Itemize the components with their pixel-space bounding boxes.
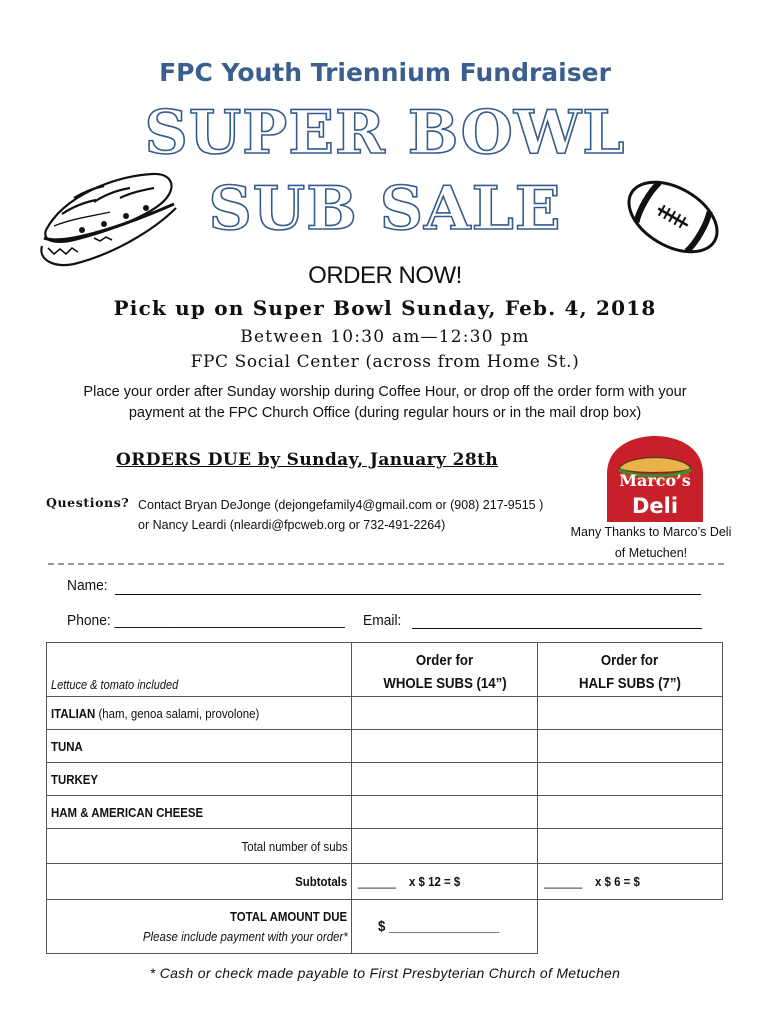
sub-name-cell [47,796,352,829]
pickup-location: FPC Social Center (across from Home St.) [190,352,580,372]
whole-subs-header [352,643,537,697]
sponsor-thanks: Many Thanks to Marco’s Deli of Metuchen! [570,525,732,560]
sub-name: HAM & AMERICAN CHEESE [51,804,204,820]
table-row [47,697,723,730]
payment-note: Please include payment with your order* [142,928,348,944]
subtotals-row [47,864,723,900]
sub-name-cell [47,697,352,730]
table-row [47,763,723,796]
whole-header-line1: Order for [415,652,474,669]
header-note-cell [47,643,352,697]
empty-cell [537,900,722,954]
half-count-blank: ______ [543,874,582,889]
logo-text-deli: Deli [631,494,679,518]
whole-count-blank: ______ [358,874,397,889]
subtotals-label-cell [47,864,352,900]
whole-subtotal-cell[interactable] [352,864,537,900]
payment-footnote: * Cash or check made payable to First Presbyterian Church of Metuchen [149,965,621,981]
lettuce-tomato-note: Lettuce & tomato included [51,678,179,692]
order-now-heading: ORDER NOW! [308,262,462,289]
table-row [47,730,723,763]
whole-header-line2: WHOLE SUBS (14”) [382,675,507,692]
table-row [47,796,723,829]
total-subs-label-cell [47,829,352,864]
email-field[interactable] [412,628,702,629]
sub-name-cell [47,763,352,796]
pickup-time: Between 10:30 am—12:30 pm [240,327,530,347]
sub-name: ITALIAN [51,705,96,721]
total-half-qty[interactable] [537,829,722,864]
phone-label[interactable]: Phone: ______________________________ [67,612,345,629]
contact-info [138,495,543,535]
half-subtotal-cell[interactable] [537,864,722,900]
turkey-half-qty[interactable] [537,763,722,796]
name-label: Name: [67,577,108,594]
table-header-row [47,643,723,697]
half-subs-header [537,643,722,697]
sub-name: TUNA [51,738,83,754]
logo-text-marcos: Marco’s [619,471,691,490]
contact-line-2: or Nancy Leardi (nleardi@fpcweb.org or 732-491-2264) [138,518,446,532]
football-icon [620,172,726,262]
fundraiser-title: FPC Youth Triennium Fundraiser [159,58,611,87]
order-table [46,642,723,954]
total-subs-label: Total number of subs [241,838,348,854]
italian-whole-qty[interactable] [352,697,537,730]
order-instructions: Place your order after Sunday worship during Coffee Hour, or drop off the order form with your payment at the FPC Church Office (during regular hours or in the mail drop box) [83,384,687,421]
half-header-line2: HALF SUBS (7”) [578,675,681,692]
total-due-label: TOTAL AMOUNT DUE [230,908,348,924]
questions-label: Questions? [46,495,130,510]
total-due-label-cell [47,900,352,954]
contact-line-1: Contact Bryan DeJonge (dejongefamily4@gmail.com or (908) 217-9515 ) [138,498,544,512]
turkey-whole-qty[interactable] [352,763,537,796]
sub-name-cell [47,730,352,763]
sub-detail: (ham, genoa salami, provolone) [95,705,260,721]
name-field[interactable] [115,594,701,595]
ham-whole-qty[interactable] [352,796,537,829]
half-header-line1: Order for [601,652,659,669]
tuna-half-qty[interactable] [537,730,722,763]
cut-line-divider [48,563,724,565]
total-subs-row [47,829,723,864]
tuna-whole-qty[interactable] [352,730,537,763]
italian-half-qty[interactable] [537,697,722,730]
total-whole-qty[interactable] [352,829,537,864]
total-due-row [47,900,723,954]
total-amount-blank: $ _______________ [378,918,500,935]
email-label: Email: [363,612,402,629]
title-sub-sale: SUB SALE [208,174,562,244]
half-price-calc: x $ 6 = $ [594,874,640,889]
total-due-value[interactable] [352,900,537,954]
pickup-date: Pick up on Super Bowl Sunday, Feb. 4, 2018 [113,296,657,320]
title-super-bowl: SUPER BOWL [144,98,626,168]
whole-price-calc: x $ 12 = $ [409,874,461,889]
sub-name: TURKEY [51,771,99,787]
ham-half-qty[interactable] [537,796,722,829]
orders-due-deadline: ORDERS DUE by Sunday, January 28th [116,450,499,470]
subtotals-label: Subtotals [295,874,348,889]
